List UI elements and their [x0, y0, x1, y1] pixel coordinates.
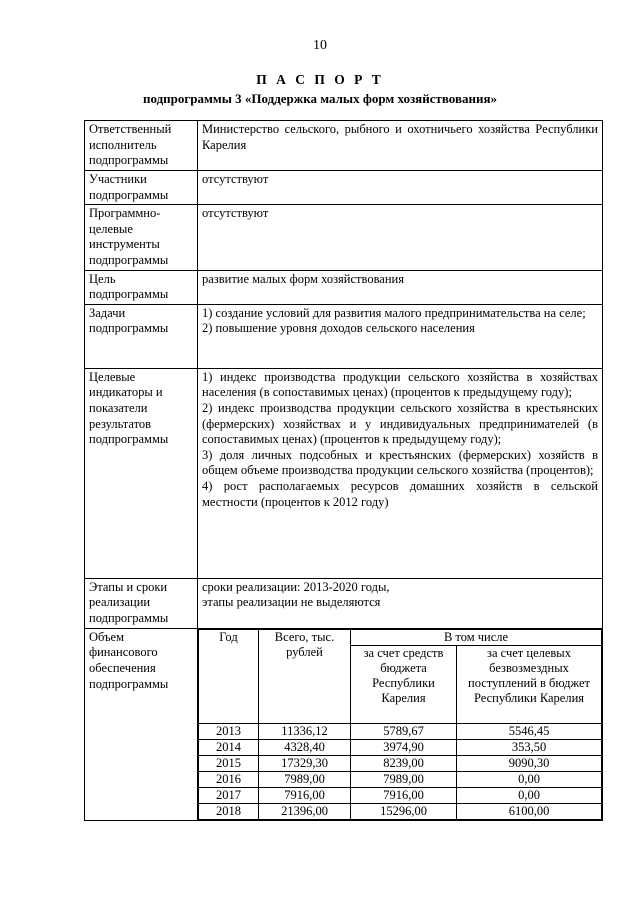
cell-year: 2015 — [199, 755, 259, 771]
content-line: 4) рост располагаемых ресурсов домашних хозяйств в сельской местности (процентов к 2012 году) — [202, 478, 598, 509]
passport-row-stages — [85, 578, 603, 628]
cell-budget: 15296,00 — [351, 803, 457, 819]
cell-total: 7916,00 — [259, 787, 351, 803]
header-budget: за счет средств бюджета Республики Карелия — [351, 645, 457, 723]
finance-header-row — [199, 629, 602, 645]
passport-table — [84, 120, 603, 821]
finance-row — [199, 739, 602, 755]
cell-grants: 0,00 — [457, 787, 602, 803]
passport-row-tasks — [85, 304, 603, 368]
row-label: Цель подпрограммы — [85, 270, 198, 304]
row-content — [198, 270, 603, 304]
passport-row-indicators — [85, 368, 603, 578]
document-subtitle: подпрограммы 3 «Поддержка малых форм хозяйствования» — [142, 91, 498, 106]
row-label: Участники подпрограммы — [85, 171, 198, 205]
finance-row — [199, 723, 602, 739]
row-content — [198, 121, 603, 171]
document-title: П А С П О Р Т — [256, 72, 384, 87]
content-line: 2) повышение уровня доходов сельского населения — [202, 321, 475, 336]
passport-row-participants — [85, 171, 603, 205]
finance-row — [199, 803, 602, 819]
passport-row-finance — [85, 628, 603, 820]
content-line: 1) создание условий для развития малого предпринимательства на селе; — [202, 305, 586, 320]
cell-grants: 6100,00 — [457, 803, 602, 819]
cell-year: 2017 — [199, 787, 259, 803]
header-grants: за счет целевых безвозмездных поступлений в бюджет Республики Карелия — [457, 645, 602, 723]
finance-cell — [198, 628, 603, 820]
passport-row-instruments — [85, 205, 603, 270]
row-label: Задачи подпрограммы — [85, 304, 198, 368]
cell-total: 4328,40 — [259, 739, 351, 755]
row-label: Этапы и сроки реализации подпрограммы — [85, 578, 198, 628]
row-content — [198, 171, 603, 205]
cell-budget: 8239,00 — [351, 755, 457, 771]
cell-total: 11336,12 — [259, 723, 351, 739]
finance-row — [199, 787, 602, 803]
cell-grants: 0,00 — [457, 771, 602, 787]
cell-grants: 9090,30 — [457, 755, 602, 771]
cell-total: 17329,30 — [259, 755, 351, 771]
cell-year: 2014 — [199, 739, 259, 755]
cell-total: 21396,00 — [259, 803, 351, 819]
cell-total: 7989,00 — [259, 771, 351, 787]
row-label: Программно-целевые инструменты подпрограммы — [85, 205, 198, 270]
row-label: Целевые индикаторы и показатели результатов подпрограммы — [85, 368, 198, 578]
header-including: В том числе — [351, 629, 602, 645]
row-label: Объем финансового обеспечения подпрограммы — [85, 628, 198, 820]
row-label: Ответственный исполнитель подпрограммы — [85, 121, 198, 171]
cell-grants: 5546,45 — [457, 723, 602, 739]
cell-grants: 353,50 — [457, 739, 602, 755]
passport-row-executor — [85, 121, 603, 171]
row-content — [198, 578, 603, 628]
content-line: 3) доля личных подсобных и крестьянских (фермерских) хозяйств в общем объеме производства продукции сельского хозяйства (процентов); — [202, 447, 598, 478]
content-line: 2) индекс производства продукции сельского хозяйства в крестьянских (фермерских) хозяйствах и у индивидуальных предпринимателей (в сопоставимых ценах) (процентов к предыдущему году); — [202, 400, 598, 447]
finance-row — [199, 771, 602, 787]
cell-budget: 5789,67 — [351, 723, 457, 739]
cell-budget: 7989,00 — [351, 771, 457, 787]
row-content — [198, 368, 603, 578]
content-line: этапы реализации не выделяются — [202, 595, 381, 610]
cell-budget: 7916,00 — [351, 787, 457, 803]
header-total: Всего, тыс. рублей — [259, 629, 351, 723]
content-line: развитие малых форм хозяйствования — [202, 271, 404, 286]
passport-row-goal — [85, 270, 603, 304]
page-number: 10 — [313, 38, 327, 53]
content-line: сроки реализации: 2013-2020 годы, — [202, 579, 390, 594]
content-line: 1) индекс производства продукции сельского хозяйства в хозяйствах населения (в сопоставимых ценах) (процентов к предыдущему году); — [202, 369, 598, 400]
cell-year: 2016 — [199, 771, 259, 787]
row-content — [198, 304, 603, 368]
content-line: отсутствуют — [202, 172, 269, 186]
content-line: отсутствуют — [202, 206, 269, 221]
cell-year: 2013 — [199, 723, 259, 739]
cell-year: 2018 — [199, 803, 259, 819]
content-line: Министерство сельского, рыбного и охотничьего хозяйства Республики Карелия — [202, 122, 598, 152]
finance-row — [199, 755, 602, 771]
row-content — [198, 205, 603, 270]
header-year: Год — [199, 629, 259, 723]
finance-table — [198, 629, 602, 820]
cell-budget: 3974,90 — [351, 739, 457, 755]
